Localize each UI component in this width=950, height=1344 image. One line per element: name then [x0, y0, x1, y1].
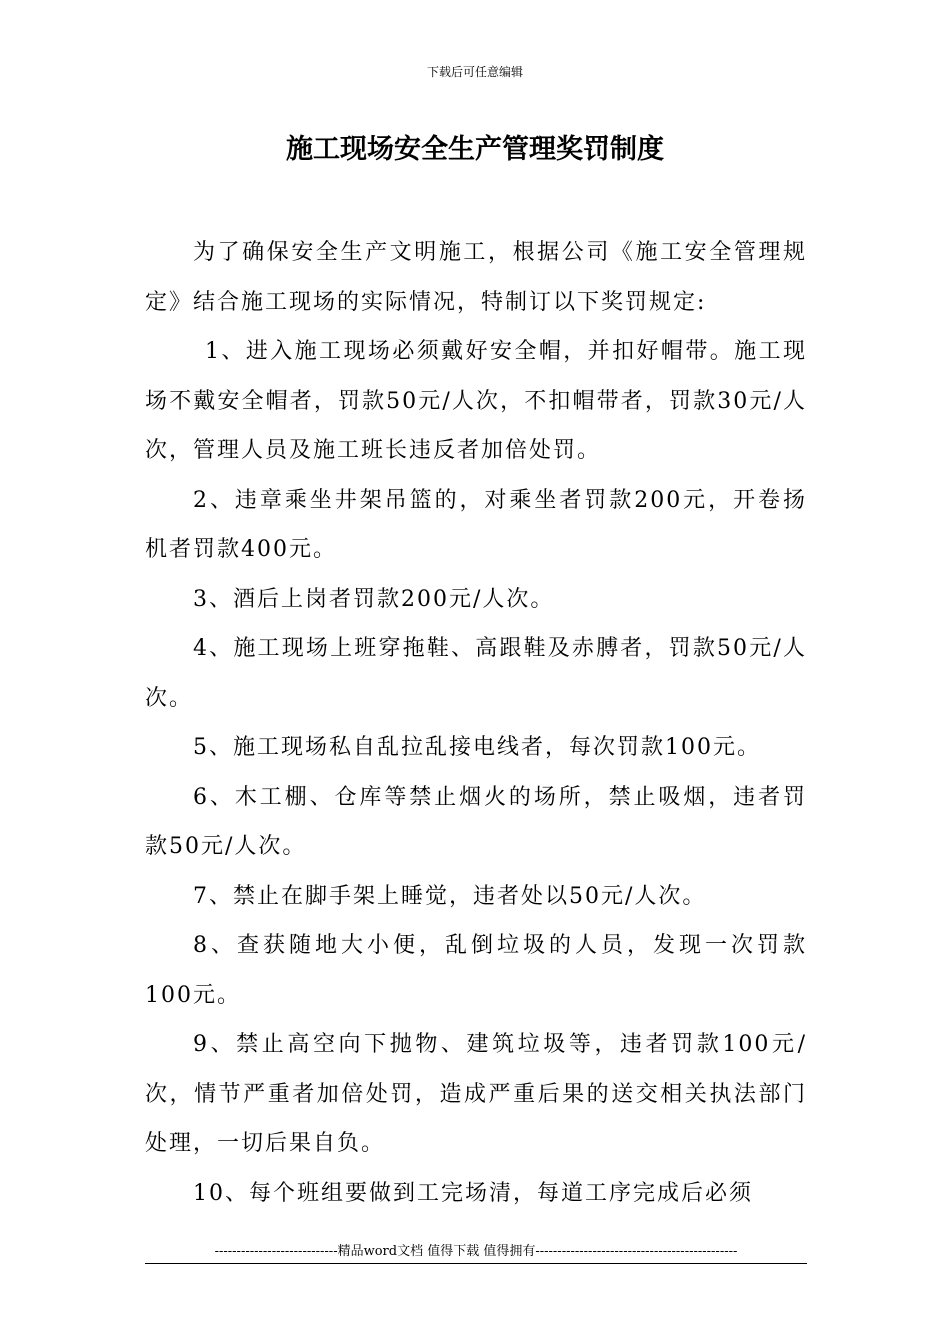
intro-paragraph: 为了确保安全生产文明施工，根据公司《施工安全管理规定》结合施工现场的实际情况，特制订以下奖罚规定: — [145, 240, 807, 315]
page-footer-text: ----------------------------精品word文档 值得下载 值得拥有---------------------------------------------- — [214, 1244, 738, 1259]
rule-paragraph-10: 10、每个班组要做到工完场清，每道工序完成后必须 — [193, 1180, 753, 1206]
document-body — [145, 228, 807, 1218]
rule-paragraph-3: 3、酒后上岗者罚款200元/人次。 — [193, 586, 555, 612]
rule-paragraph-6: 6、木工棚、仓库等禁止烟火的场所，禁止吸烟，违者罚款50元/人次。 — [145, 784, 807, 859]
rule-paragraph-4: 4、施工现场上班穿拖鞋、高跟鞋及赤膊者，罚款50元/人次。 — [145, 636, 807, 711]
footer-divider — [145, 1263, 807, 1264]
document-title: 施工现场安全生产管理奖罚制度 — [286, 134, 664, 165]
rule-paragraph-8: 8、查获随地大小便，乱倒垃圾的人员，发现一次罚款100元。 — [145, 933, 807, 1008]
rule-paragraph-5: 5、施工现场私自乱拉乱接电线者，每次罚款100元。 — [193, 735, 761, 760]
rule-paragraph-7: 7、禁止在脚手架上睡觉，违者处以50元/人次。 — [193, 883, 707, 909]
page-header-note: 下载后可任意编辑 — [426, 65, 523, 79]
rule-paragraph-2: 2、违章乘坐井架吊篮的，对乘坐者罚款200元，开卷扬机者罚款400元。 — [145, 487, 807, 562]
rule-paragraph-1: 1、进入施工现场必须戴好安全帽，并扣好帽带。施工现场不戴安全帽者，罚款50元/人次，不扣帽带者，罚款30元/人次，管理人员及施工班长违反者加倍处罚。 — [145, 339, 807, 463]
rule-paragraph-9: 9、禁止高空向下抛物、建筑垃圾等，违者罚款100元/次，情节严重者加倍处罚，造成严重后果的送交相关执法部门处理，一切后果自负。 — [145, 1032, 807, 1156]
